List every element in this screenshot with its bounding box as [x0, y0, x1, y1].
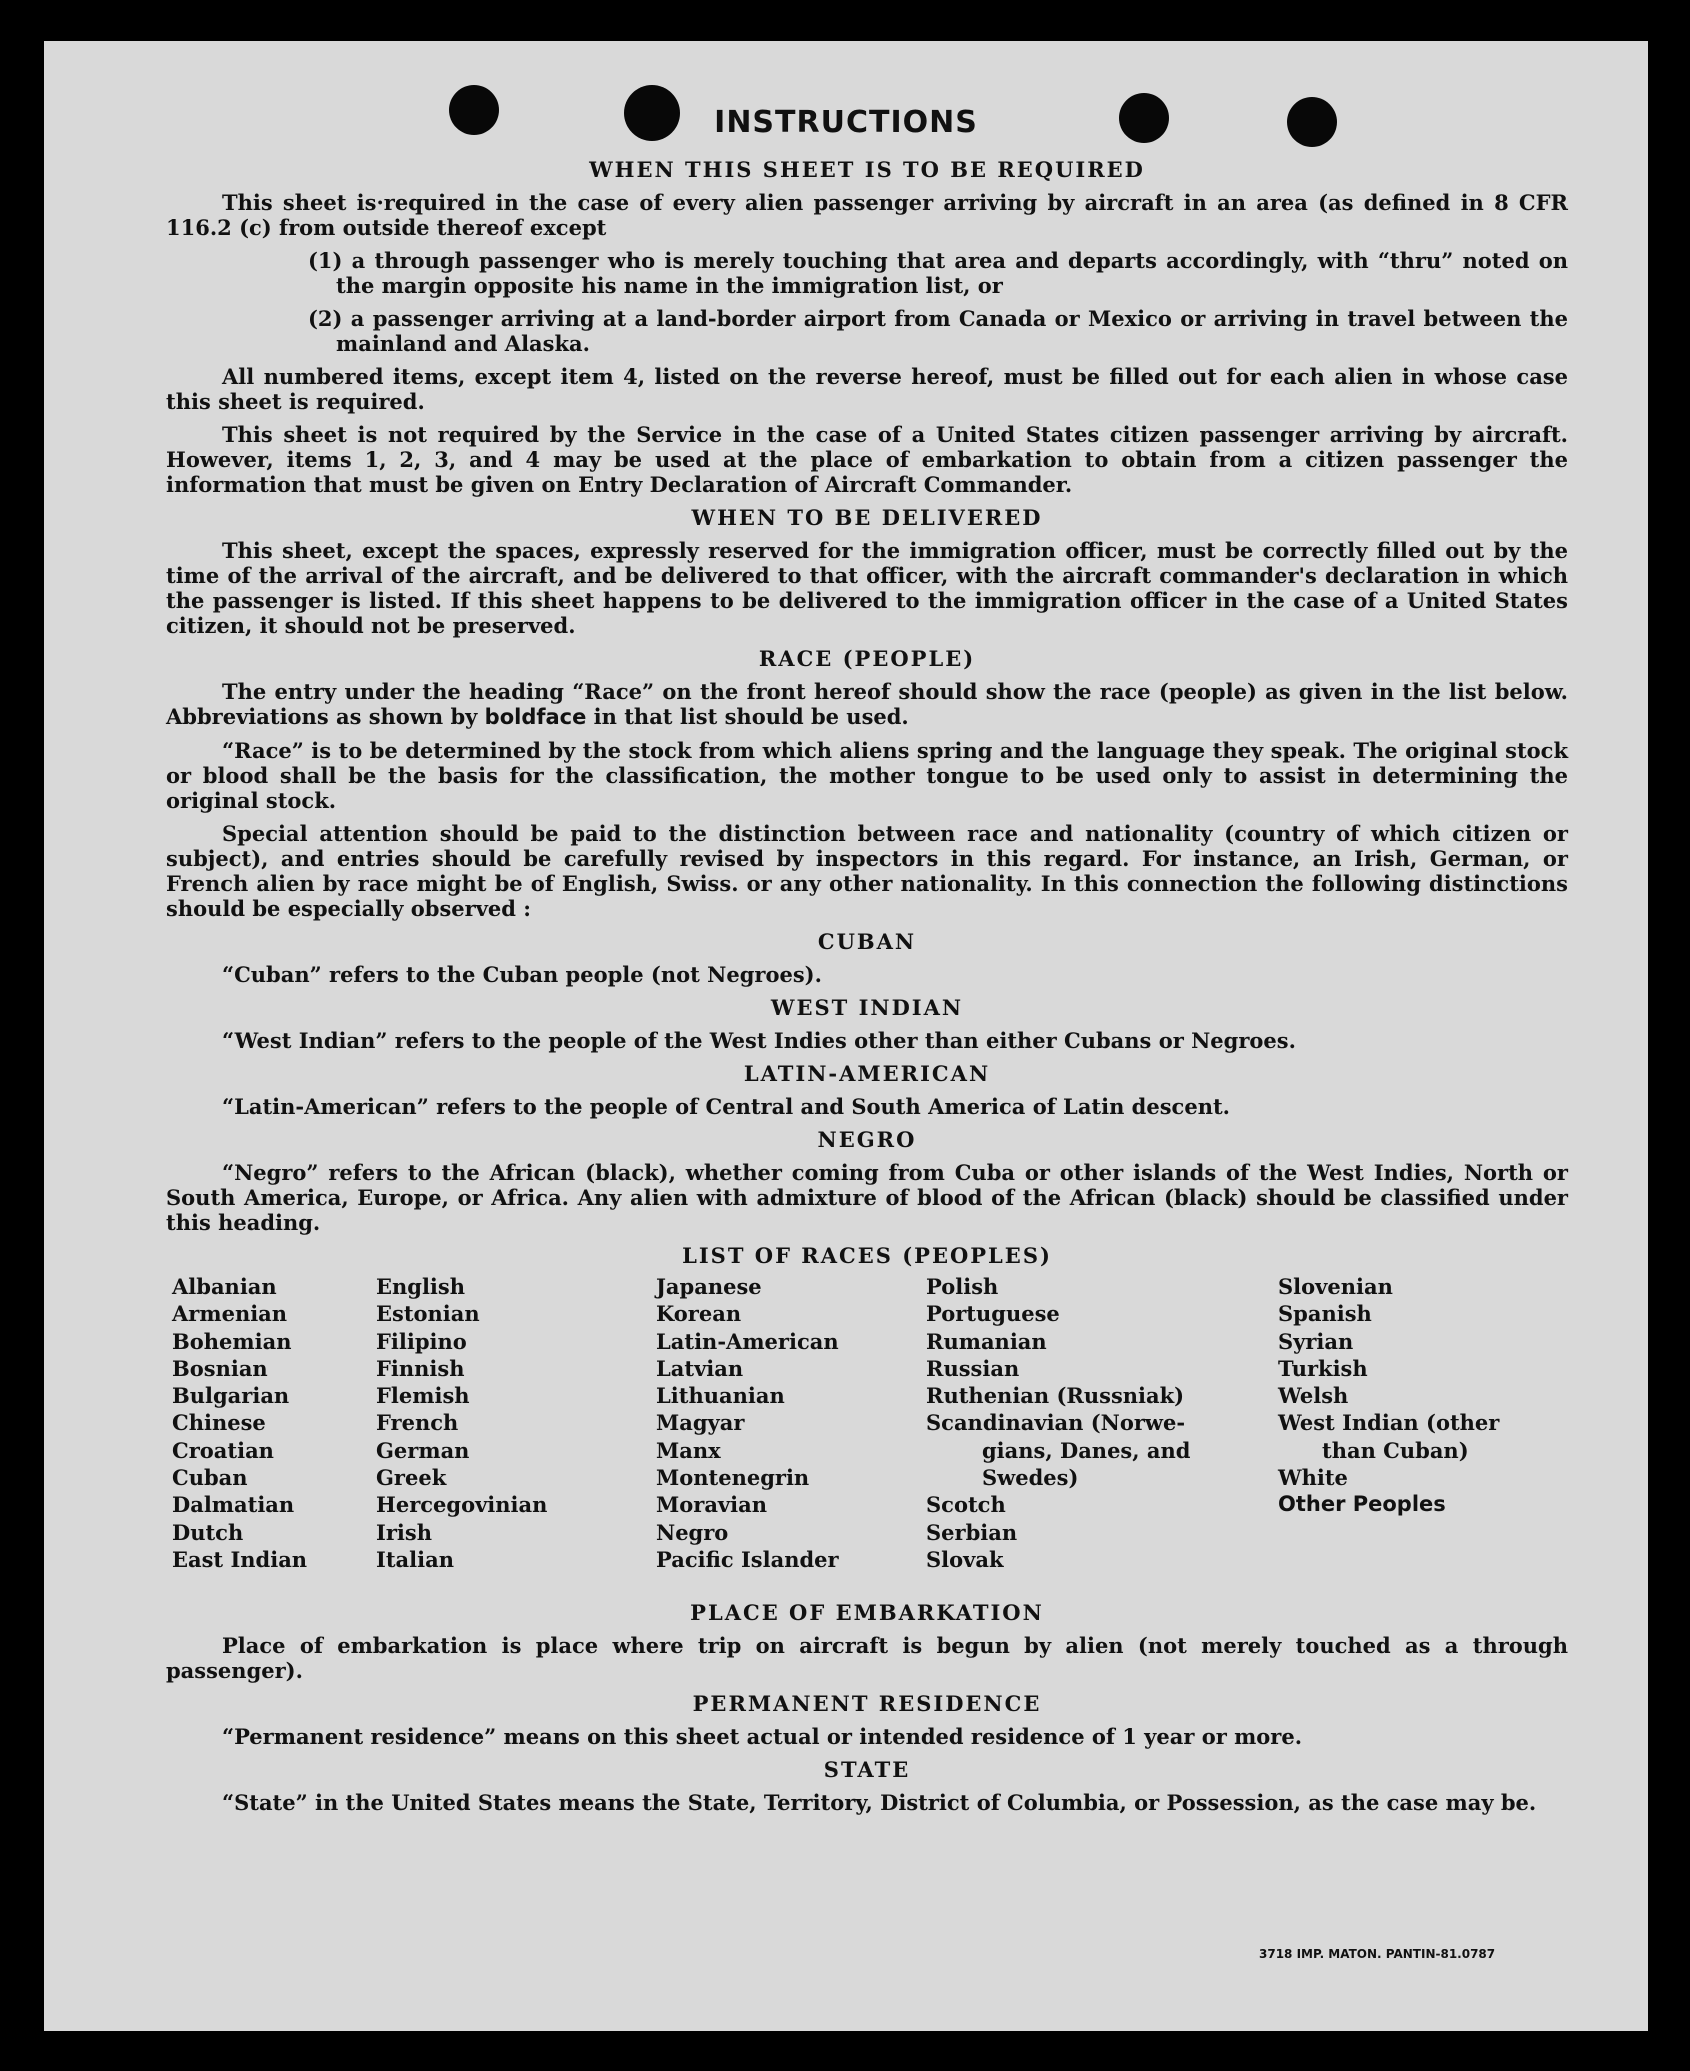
- section-heading: LATIN-AMERICAN: [743, 1061, 991, 1086]
- race-item: Bulgarian: [172, 1383, 290, 1409]
- race-item: Korean: [656, 1301, 742, 1327]
- race-item: German: [376, 1437, 470, 1463]
- section-heading: NEGRO: [817, 1127, 917, 1152]
- paragraph: “Negro” refers to the African (black), whether coming from Cuba or other islands of the West Indies, North or South America, Europe, or Africa. Any alien with admixture of blood of the African (black) should be classified under this heading.: [166, 1160, 1568, 1235]
- race-item: Hercegovinian: [376, 1492, 548, 1518]
- race-item: Magyar: [656, 1410, 745, 1436]
- section-heading: PERMANENT RESIDENCE: [692, 1691, 1042, 1716]
- race-item: Other Peoples: [1278, 1492, 1446, 1517]
- race-item: gians, Danes, and: [982, 1437, 1191, 1463]
- race-item: Japanese: [656, 1274, 762, 1299]
- race-item: than Cuban): [1322, 1437, 1469, 1463]
- section-heading: WEST INDIAN: [770, 995, 964, 1020]
- race-item: Flemish: [376, 1383, 470, 1409]
- race-item: East Indian: [172, 1546, 308, 1572]
- race-column: [926, 1274, 1190, 1574]
- race-item: Latin-American: [656, 1328, 839, 1354]
- list-item: (2) a passenger arriving at a land-border airport from Canada or Mexico or arriving in travel between the mainland and Alaska.: [308, 306, 1568, 356]
- race-item: Estonian: [376, 1301, 480, 1327]
- race-column: [376, 1274, 547, 1574]
- race-item: Serbian: [926, 1519, 1018, 1545]
- race-item: Turkish: [1278, 1355, 1368, 1381]
- boldface-word: boldface: [484, 705, 587, 729]
- race-item: Bohemian: [172, 1328, 292, 1354]
- race-item: Negro: [656, 1519, 729, 1545]
- race-item: Latvian: [656, 1355, 744, 1381]
- paragraph: “Permanent residence” means on this sheet actual or intended residence of 1 year or more.: [222, 1724, 1303, 1749]
- race-item: Bosnian: [172, 1355, 268, 1381]
- instructions-body: [166, 151, 1568, 1823]
- page-title: INSTRUCTIONS: [714, 105, 978, 140]
- race-item: Rumanian: [926, 1328, 1047, 1354]
- section-heading: PLACE OF EMBARKATION: [690, 1600, 1044, 1625]
- race-item: Scandinavian (Norwe-: [926, 1410, 1186, 1436]
- paragraph: This sheet is not required by the Service in the case of a United States citizen passenger arriving by aircraft. However, items 1, 2, 3, and 4 may be used at the place of embarkation to obtain from a citizen passenger the information that must be given on Entry Declaration of Aircraft Commander.: [166, 422, 1568, 497]
- race-item: Montenegrin: [656, 1465, 810, 1491]
- paragraph: This sheet, except the spaces, expressly reserved for the immigration officer, must be correctly filled out by the time of the arrival of the aircraft, and be delivered to that officer, with the aircraft commander's declaration in which the passenger is listed. If this sheet happens to be delivered to the immigration officer in the case of a United States citizen, it should not be preserved.: [166, 538, 1568, 638]
- text-run: The entry under the heading “Race” on the front hereof should show the race (people) as given in the list below. Abbreviations as shown by: [166, 679, 1568, 729]
- paragraph: Special attention should be paid to the distinction between race and nationality (country of which citizen or subject), and entries should be carefully revised by inspectors in this regard. For instance, an Irish, German, or French alien by race might be of English, Swiss. or any other nationality. In this connection the following distinctions should be especially observed :: [166, 821, 1568, 921]
- race-item: Pacific Islander: [656, 1546, 839, 1572]
- section-heading: WHEN THIS SHEET IS TO BE REQUIRED: [589, 157, 1145, 182]
- race-item: Moravian: [656, 1492, 767, 1518]
- race-column: [656, 1274, 839, 1574]
- race-item: Dalmatian: [172, 1492, 295, 1518]
- race-list: [166, 1274, 1568, 1594]
- paragraph: [166, 679, 1568, 730]
- race-item: English: [376, 1274, 466, 1299]
- paragraph: All numbered items, except item 4, listed on the reverse hereof, must be filled out for each alien in whose case this sheet is required.: [166, 364, 1568, 414]
- section-heading: CUBAN: [817, 929, 917, 954]
- race-column: [172, 1274, 307, 1574]
- race-item: Filipino: [376, 1328, 467, 1354]
- document-sheet: [44, 41, 1648, 2031]
- race-item: White: [1278, 1465, 1348, 1491]
- section-heading: STATE: [823, 1757, 911, 1782]
- race-column: [1278, 1274, 1499, 1520]
- race-item: Albanian: [172, 1274, 277, 1299]
- text-run: in that list should be used.: [593, 704, 909, 729]
- paragraph: “Latin-American” refers to the people of Central and South America of Latin descent.: [222, 1094, 1230, 1119]
- race-item: Irish: [376, 1519, 432, 1545]
- paragraph: Place of embarkation is place where trip on aircraft is begun by alien (not merely touched as a through passenger).: [166, 1633, 1568, 1683]
- race-item: Manx: [656, 1437, 721, 1463]
- race-item: Russian: [926, 1355, 1020, 1381]
- race-item: Polish: [926, 1274, 999, 1299]
- race-item: Finnish: [376, 1355, 465, 1381]
- race-item: Slovenian: [1278, 1274, 1393, 1299]
- race-item: Italian: [376, 1546, 454, 1572]
- race-item: Welsh: [1278, 1383, 1349, 1409]
- race-item: Portuguese: [926, 1301, 1060, 1327]
- race-item: Armenian: [172, 1301, 288, 1327]
- race-item: French: [376, 1410, 459, 1436]
- race-item: Greek: [376, 1465, 447, 1491]
- race-item: Swedes): [982, 1465, 1079, 1491]
- paragraph: This sheet is·required in the case of every alien passenger arriving by aircraft in an area (as defined in 8 CFR 116.2 (c) from outside thereof except: [166, 190, 1568, 240]
- paragraph: “Race” is to be determined by the stock from which aliens spring and the language they speak. The original stock or blood shall be the basis for the classification, the mother tongue to be used only to assist in determining the original stock.: [166, 738, 1568, 813]
- race-item: Scotch: [926, 1492, 1006, 1518]
- section-heading: LIST OF RACES (PEOPLES): [682, 1243, 1052, 1268]
- race-item: Ruthenian (Russniak): [926, 1383, 1185, 1409]
- race-item: Spanish: [1278, 1301, 1372, 1327]
- race-item: Chinese: [172, 1410, 266, 1436]
- race-item: Lithuanian: [656, 1383, 785, 1409]
- race-item: West Indian (other: [1278, 1410, 1500, 1436]
- paragraph: “State” in the United States means the State, Territory, District of Columbia, or Possession, as the case may be.: [222, 1790, 1537, 1815]
- race-item: Dutch: [172, 1519, 244, 1545]
- list-item: (1) a through passenger who is merely touching that area and departs accordingly, with “thru” noted on the margin opposite his name in the immigration list, or: [308, 248, 1568, 298]
- section-heading: WHEN TO BE DELIVERED: [691, 505, 1043, 530]
- race-item: Slovak: [926, 1546, 1004, 1572]
- race-item: Croatian: [172, 1437, 274, 1463]
- section-heading: RACE (PEOPLE): [758, 646, 976, 671]
- race-item: Syrian: [1278, 1328, 1354, 1354]
- race-item: Cuban: [172, 1465, 248, 1491]
- paragraph: “Cuban” refers to the Cuban people (not Negroes).: [222, 962, 822, 987]
- printer-mark: 3718 IMP. MATON. PANTIN-81.0787: [1259, 1947, 1496, 1961]
- paragraph: “West Indian” refers to the people of the West Indies other than either Cubans or Negroes.: [222, 1028, 1296, 1053]
